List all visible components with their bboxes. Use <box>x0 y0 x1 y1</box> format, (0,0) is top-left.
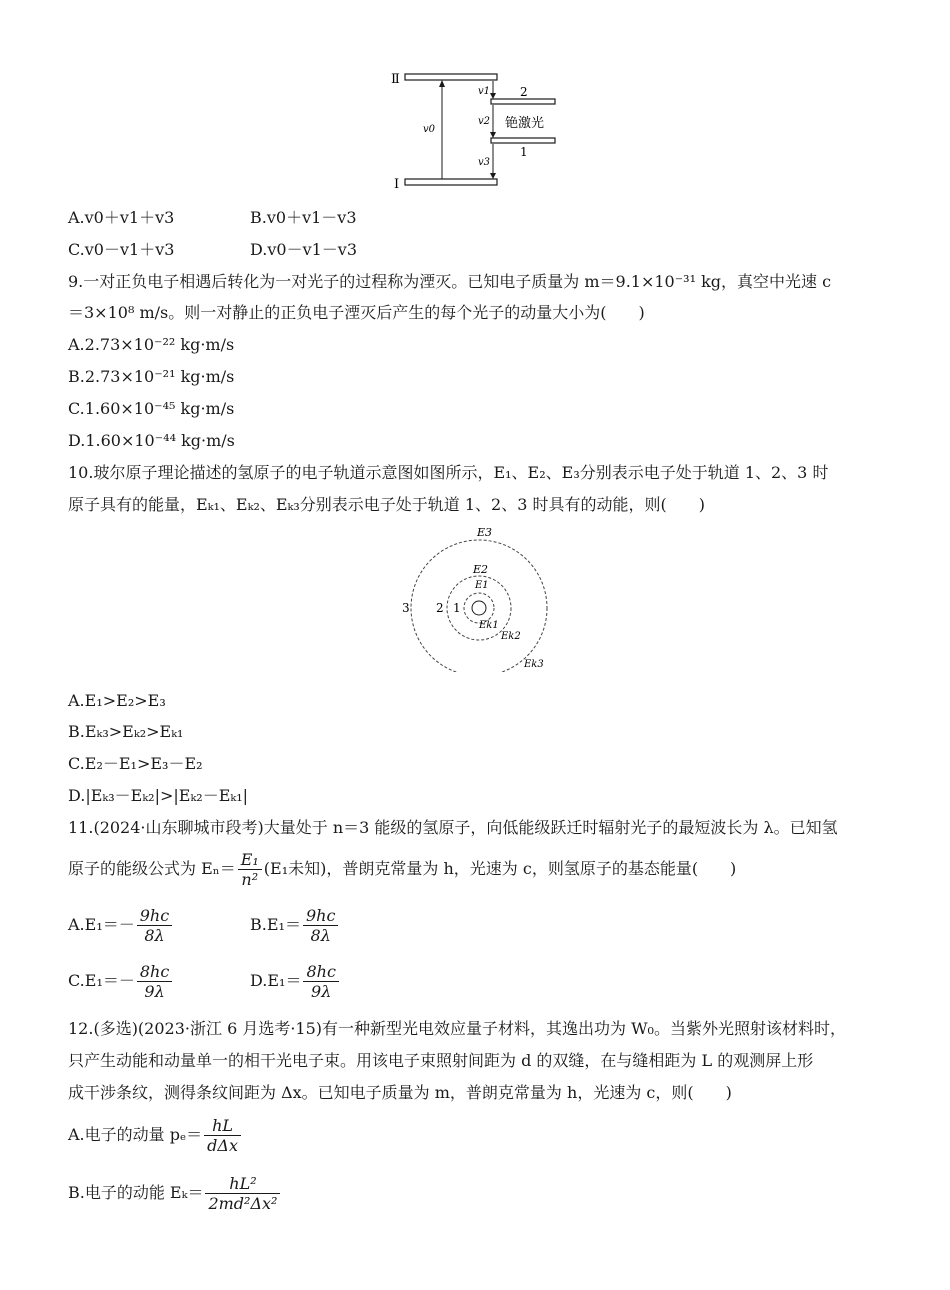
q10-stem-line2: 原子具有的能量，Eₖ₁、Eₖ₂、Eₖ₃分别表示电子处于轨道 1、2、3 时具有的动能，则( ) <box>68 495 705 514</box>
plate-i <box>405 179 497 185</box>
q9-option-c: C.1.60×10⁻⁴⁵ kg·m/s <box>68 399 235 418</box>
ek3-label: Ek3 <box>524 659 544 670</box>
q10-option-b: B.Eₖ₃>Eₖ₂>Eₖ₁ <box>68 722 184 741</box>
q11-stem-line1: 11.(2024·山东聊城市段考)大量处于 n＝3 能级的氢原子，向低能级跃迁时辐射光子的最短波长为 λ。已知氢 <box>68 818 838 837</box>
orbit2-label: 2 <box>436 601 444 615</box>
v3-label: v3 <box>478 157 491 168</box>
q10-option-d: D.|Eₖ₃－Eₖ₂|>|Eₖ₂－Eₖ₁| <box>68 786 249 805</box>
q12-option-a: A.电子的动量 pₑ＝ $\frac{hL}{\text{dΔx}}$ <box>68 1115 243 1155</box>
e1-label: E1 <box>475 580 489 591</box>
q10-option-c: C.E₂－E₁>E₃－E₂ <box>68 754 203 773</box>
plates-figure <box>385 66 565 194</box>
q11-row1 <box>68 905 336 945</box>
q8-option-b: B.v0＋v1－v3 <box>250 208 357 227</box>
q12-stem-line3: 成干涉条纹，测得条纹间距为 Δx。已知电子质量为 m，普朗克常量为 h，光速为 c，则( ) <box>68 1083 732 1102</box>
q12-stem-line1: 12.(多选)(2023·浙江 6 月选考·15)有一种新型光电效应量子材料，其逸出功为 W₀。当紫外光照射该材料时， <box>68 1019 846 1038</box>
q11-row2 <box>68 961 336 1001</box>
q10-stem-line1: 10.玻尔原子理论描述的氢原子的电子轨道示意图如图所示，E₁、E₂、E₃分别表示电子处于轨道 1、2、3 时 <box>68 463 829 482</box>
q8-row1 <box>68 207 357 229</box>
orbits-figure <box>395 522 565 672</box>
plate-2 <box>491 99 555 104</box>
plate-ii <box>405 74 497 80</box>
plate-2-label: 2 <box>520 85 528 99</box>
e2-label: E2 <box>473 563 489 576</box>
q11-stem-post: (E₁未知)，普朗克常量为 h，光速为 c，则氢原子的基态能量( ) <box>263 859 737 878</box>
q11-option-a: A.E₁＝－ $\frac{9hc}{8\lambda}$ <box>68 915 174 934</box>
q11-stem-line2 <box>68 849 736 889</box>
plate-1-label: 1 <box>520 145 528 159</box>
orbit1-label: 1 <box>453 601 461 615</box>
q9-stem-line2: ＝3×10⁸ m/s。则一对静止的正负电子湮灭后产生的每个光子的动量大小为( ) <box>68 303 645 322</box>
q11-option-b: B.E₁＝ $\frac{9hc}{8\lambda}$ <box>250 905 340 945</box>
v1-label: v1 <box>478 86 491 97</box>
v0-label: v0 <box>423 124 436 135</box>
ek2-label: Ek2 <box>501 631 521 642</box>
plate-i-label: Ⅰ <box>394 177 400 192</box>
q10-option-a: A.E₁>E₂>E₃ <box>68 691 166 710</box>
q9-option-a: A.2.73×10⁻²² kg·m/s <box>68 335 235 354</box>
cesium-label: 铯激光 <box>505 116 545 131</box>
plate-1 <box>491 138 555 143</box>
q8-option-c: C.v0－v1＋v3 <box>68 240 175 259</box>
q8-option-d: D.v0－v1－v3 <box>250 240 358 259</box>
q9-option-d: D.1.60×10⁻⁴⁴ kg·m/s <box>68 431 235 450</box>
q9-stem-line1: 9.一对正负电子相遇后转化为一对光子的过程称为湮灭。已知电子质量为 m＝9.1×10⁻³¹ kg，真空中光速 c <box>68 272 832 291</box>
q11-option-d: D.E₁＝ $\frac{8hc}{9\lambda}$ <box>250 961 341 1001</box>
q9-option-b: B.2.73×10⁻²¹ kg·m/s <box>68 367 235 386</box>
q11-option-c: C.E₁＝－ $\frac{8hc}{9\lambda}$ <box>68 971 174 990</box>
e3-label: E3 <box>477 526 493 539</box>
plate-ii-label: Ⅱ <box>391 72 400 87</box>
q8-row2 <box>68 239 358 261</box>
q8-option-a: A.v0＋v1＋v3 <box>68 208 175 227</box>
v2-label: v2 <box>478 116 491 127</box>
q12-option-b: B.电子的动能 Eₖ＝ $\frac{\text{hL²}}{\text{2md²Δx²}}$ <box>68 1173 282 1213</box>
orbit3-label: 3 <box>402 601 410 615</box>
q11-energy-formula: $\frac{\text{E₁}}{\text{n²}}$ <box>238 850 262 889</box>
q11-stem-pre: 原子的能级公式为 Eₙ＝ <box>68 859 236 878</box>
ek1-label: Ek1 <box>479 620 499 631</box>
q12-stem-line2: 只产生动能和动量单一的相干光电子束。用该电子束照射间距为 d 的双缝，在与缝相距为 L 的观测屏上形 <box>68 1051 814 1070</box>
